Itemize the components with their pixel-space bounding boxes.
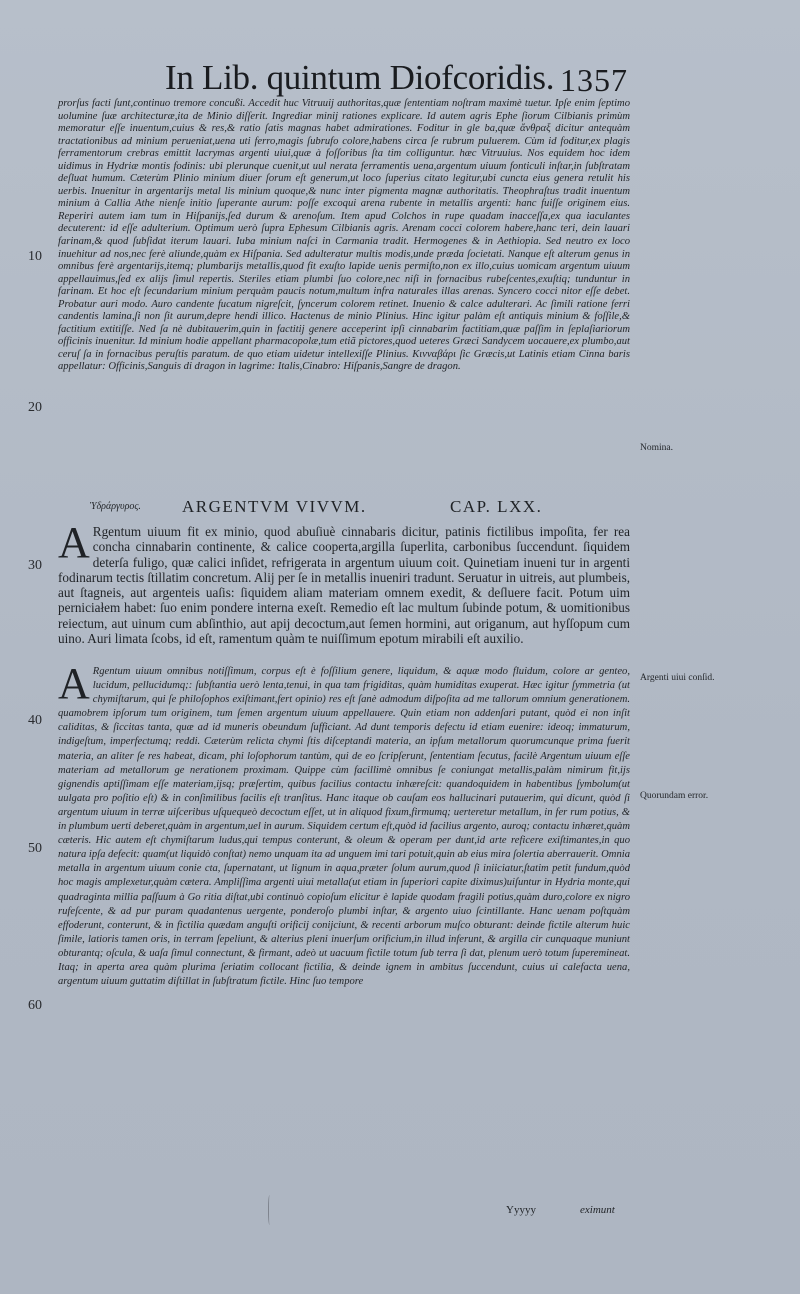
chapter-number: CAP. LXX. [450, 497, 543, 516]
dioscorides-text-block [58, 518, 630, 647]
line-number: 30 [28, 558, 42, 573]
commentary-text: Rgentum uiuum omnibus notiſſimum, corpus eſt è foſſilium genere, liquidum, & aquæ modo fluidum, colore ar genteo, lucidum, pellucidumq;: ſubſtantia uerò lenta,tenui, in qua tam frigiditas, quàm humiditas exuperat. Hæc igitur ſymmetria (ut chymiſtarum, qui ſe philoſophos exiſtimant,fert opinio) res eſt ſanè admodum diſpoſita ad me tallorum omnium generationem. quamobrem ipſorum tum originem, tum ſemen argentum uiuum appellauere. Quin etiam non addenſari putant, quòd ei non inſit caliditas, & ſiccitas tanta, quæ ad id muneris obeundum ſufficiant. Ad dunt temporis defectu id etiam euenire: ideoq; immaturum, indigeſtum, imperfectumq; reddi. Cæterùm relicta chymi ſtis diſceptandi materia, an ipſum metallorum quorumcunque prima fuerit materia, an aliter ſe res habeat, dicam, phi loſophorum tantùm, qui de eo ſcripſerunt, ſententiam ſecutus, facilè Argentum uiuum eſſe materiam ad metallorum ge nerationem proximam. Quippe cùm facillimè omnibus ſe coniungat metallis,palàm nimirum fit,ijs gignendis aptiſſimam eſſe materiam,ijsq; præſertim, quibus facilius contactu inhæreſcit: quandoquidem in habentibus ſymbolum(ut uulgata pro poſitio eſt) & in conſimilibus facilis eſt tranſitus. Hanc itaque ob cauſam eos hallucinari putauerim, qui dicunt, quòd ſi argentum uiuum in terræ uiſceribus uſquequeò decoctum eſſet, ut in aliquod fixum,firmumq; uerteretur metallum, in fer rum potius, & in plumbum uerti deberet,quàm in argentum,uel in aurum. Siquidem certum eſt,quòd id facilius argento, auroq; contactu inhæret,quàm cæteris. Hic autem eſt chymiſtarum ludus,qui tempus conterunt, & oleum & operam per dunt,id arte reficere exiſtimantes,in quo natura ipſa defecit: quam(ut liquidò conſtat) nemo unquam ita ad unguem imi tari potuit,quin ab eius mira ſolertia aberrauerit. Omnia metalla in argentum uiuum conie cta, ſupernatant, ut lignum in aqua,præter ſolum aurum,quod ſi iniiciatur,ſtatim petit fundum,quòd hoc magis amplexetur,quàm cætera. Ampliſſima argenti uiui metalla(ut etiam in ſuperiori capite diximus)uiſuntur in Hydria monte,qui quadraginta millia paſſuum à Go ritia diſtat,ubi continuò copioſum elicitur è lapide quodam fragili potius,quàm duro,colore ex nigro rufeſcente, & ad pur puram quadantenus uergente, ponderoſo plumbi inſtar, & argento uiuo ſcintillante. Hanc uenam poſtquàm effoderunt, conterunt, & in fictilia quædam anguſti orificij conijciunt, & recenti arborum muſco obturant: deinde fictile alterum huic ſimile, latioris tamen oris, in terram ſepeliunt, & alterius pleni inuerſum orificium,in illud inferunt, & argilla cir cunquaque muniunt obturantq; oſcula, & uaſa ſimul connectunt, & firmant, adeò ut uacuum fictile totum ſub terra ſi dat, plenum uerò totum ſupereminеat. Itaq; in aperta area quàm plurima ſeriatim collocant fictilia, & deinde ignem in ambitus ſuccendunt, cuius ui calefacta uena, argentum uiuum guttatim diſtillat in ſubſtratum fictile. Hinc ſuo tempore [58, 666, 630, 988]
chapter-title: ARGENTVM VIVVM. [182, 497, 367, 516]
line-number: 40 [28, 713, 42, 728]
chapter-greek-title: Ὑδράργυρος. [90, 501, 141, 512]
line-number: 50 [28, 841, 42, 856]
margin-note-error: Quorundam error. [640, 791, 709, 801]
running-head: In Lib. quintum Diofcoridis. [165, 58, 555, 97]
commentary-block-argentum [58, 659, 630, 989]
signature-mark: Yyyyy [506, 1204, 536, 1216]
margin-note-consideratio: Argenti uiui conſid. [640, 673, 715, 683]
line-number: 10 [28, 249, 42, 264]
drop-cap: A [58, 518, 90, 567]
margin-note-nomina: Nomina. [640, 443, 673, 453]
line-number: 20 [28, 400, 42, 415]
dioscorides-text: Rgentum uiuum fit ex minio, quod abuſiuè cinnabaris dicitur, patinis fictilibus impoſita, fer rea concha cinnabarin continente, & calice coopertа,argilla ſuperlita, carbonibus ſuccendunt. ſiquidem deterſa fuligo, quæ calici inſidet, refrigerata in argentum uiuum coit. Quinetiam inueni tur in argenti fodinarum tectis ſtillatim concretum. Alij per ſe in metallis inueniri tradunt. Seruatur in uitreis, aut plumbeis, aut ſtagneis, aut argenteis uaſis: ſiquidem aliam materiam omnem exedit, & deſluere facit. Potum uim perniciałem habet: ſuo enim pondere interna exeſt. Remedio eſt lac multum ſubinde potum, & uomitionibus reiectum, aut uinum cum abſinthio, aut apij decoctum,aut ſemen hormini, aut origanum, aut hyſſopum cum uino. Auri limata ſcobs, id eſt, ramentum quàm te nuiſſimum epotum mirabili eſt auxilio. [58, 524, 630, 647]
chapter-heading [0, 497, 800, 519]
line-number: 60 [28, 998, 42, 1013]
catchword: eximunt [580, 1204, 615, 1216]
drop-cap: A [58, 659, 90, 708]
commentary-block-minium: prorſus facti ſunt,continuo tremore concußi. Accedit huc Vitruuij authoritas,quæ ſententiam noſtram maximè tuetur. Ipſe enim ſeptimo uolumine ſuæ architecturæ,ita de Minio diſſerit. Ingrediar minij rationes explicare. Id autem agris Ephe ſiorum Cilbianis primùm memoratur eſſe inuentum,cuius & res,& ratio ſatis magnas habet admirationes. Foditur in gle ba,quæ ἄνθραξ dicitur antequàm tractationibus ad minium perueniat,uena uti ferro,magis ſubrufo colore,habens circa ſe rubrum puluerem. Cùm id foditur,ex plagis ferramentorum crebras emittit lacrymas argenti uiui,quæ à foſſoribus ſta tim colliguntur. hæc Vitruuius. Nos equidem hoc idem uidimus in Hydriæ montis fodinis: ubi plerunque cuenit,ut uul nerata ferramentis uena,argentum uiuum fonticuli inſtar,in ſubſtratam deſluat humum. Cæterùm Plinio minium diuer ſorum eſt generum,ut loco ſuperius citato legitur,ubi cuncta eius genera retulit his uerbis. Inuenitur in argentarijs metal lis minium quoque,& nunc inter pigmenta magnæ authoritatis. Theophraſtus tradit inuentum minium à Callia Athe nienſe initio ſuperante aurum: poſſe excoqui arena rubente in metallis argenti: hanc fuiſſe originem eius. Reperiri autem iam tum in Hiſpanijs,ſed durum & arenoſum. Item apud Colchos in rupe quadam inacceſſa,ex qua iaculantes decuterent: id eſſe adulterium. Optimum uerò ſupra Ephesum Cilbianis agris. Arenam cocci colorem habere,hanc teri, dein lauari farinam,& quod ſubſidat iterum lauari. Iuba minium naſci in Carmania tradit. Hermogenes & in Aethiopia. Sed neutro ex loco inuehitur ad nos,nec ferè aliunde,quàm ex Hiſpania. Sed adulteratur multis modis,unde præda ſocietati. Nanque eſt alterum genus in omnibus ferè argentarijs,itemq; plumbarijs metallis,quod fit exuſto lapide uenis permiſto,non ex illo,cuius uomicam argentum uiuum appellauimus,ſed ex alijs ſimul repertis. Steriles etiam plumbi ſuo colore,nec niſi in fornacibus rubeſcentes,exuſtiq; tunduntur in farinam. Et hoc eſt ſecundarium minium perquàm paucis notum,multum infra naturales illas arenas. Syncero cocci nitor eſſe debet. Probatur auri modo. Auro candente fucatum nigreſcit, ſyncerum colorem retinet. Inuenio & calce adulterari. Ac ſimili ratione ferri candentis lamina,ſi non ſit aurum,depre hendi illico. Hactenus de minio Plinius. Hinc igitur palàm eſt antiquis minium & foſſile,& factitium extitiſſe. Ned ſa nè dubitauerim,quin in factitij genere acceperint ipſi cinnabarim factitiam,quæ paſſim in ſeplaſiariorum officinis inuenitur. Id minium hodie appellant pharmacopolæ,tum etiã pictores,quod ueteres Græci Sandycem uocauere,ex plumbo,aut ceruſ ſa in fornacibus peruſtis paratum. de quo etiam uidetur intellexiſſe Plinius. Κινναβάρι ſic Græcis,ut Latinis etiam Cinna baris appellatur: Officinis,Sanguis di dragon in lagrime: Italis,Cinabro: Hiſpanis,Sangre de dragon. [58, 98, 630, 373]
page-header [0, 58, 800, 98]
ink-smudge [268, 1195, 272, 1225]
page-number: 1357 [560, 62, 628, 98]
